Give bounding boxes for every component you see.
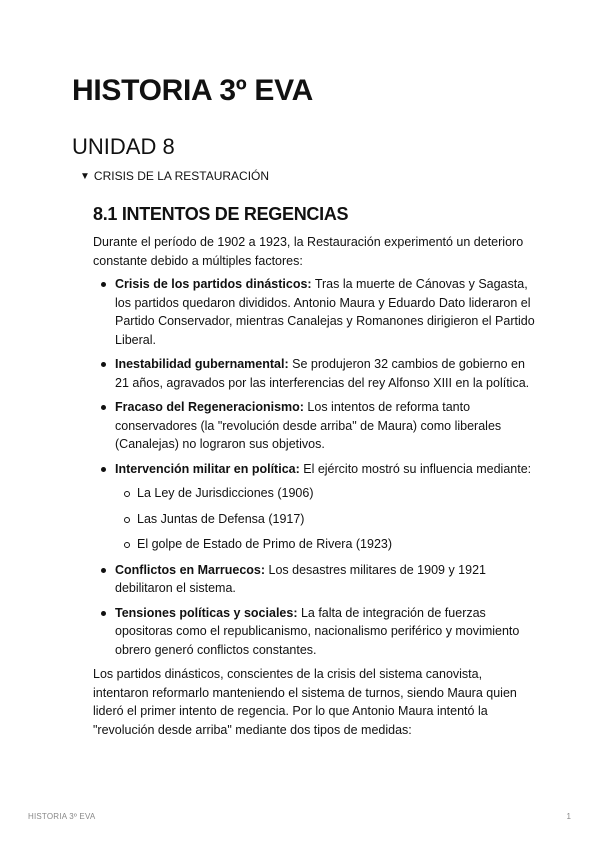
intro-paragraph: Durante el período de 1902 a 1923, la Restauración experimentó un deterioro constante debido a múltiples factores: xyxy=(93,235,524,268)
circle-bullet-icon xyxy=(124,491,130,497)
list-item xyxy=(93,460,538,554)
sub-item-text: La Ley de Jurisdicciones (1906) xyxy=(137,486,314,500)
section-title: 8.1 INTENTOS DE REGENCIAS xyxy=(93,204,349,224)
list-item xyxy=(93,561,538,598)
sub-item-text: Las Juntas de Defensa (1917) xyxy=(137,511,305,526)
sub-list xyxy=(115,484,538,554)
bullet-text: Los desastres militares de 1909 y 1921 debilitaron el sistema. xyxy=(115,562,486,595)
list-item xyxy=(93,604,538,660)
bullet-dot-icon xyxy=(101,405,106,410)
sub-list-item xyxy=(115,535,538,554)
bullet-dot-icon xyxy=(101,611,106,616)
sub-item-text: El golpe de Estado de Primo de Rivera (1923) xyxy=(137,537,393,551)
bullet-text: Los intentos de reforma tanto conservadores (la "revolución desde arriba" de Maura) como liberales (Canalejas) no lograron sus objetivos. xyxy=(115,400,502,451)
list-item xyxy=(93,355,538,392)
bullet-text: Se produjeron 32 cambios de gobierno en 21 años, agravados por las interferencias del rey Alfonso XIII en la política. xyxy=(115,357,530,390)
bullet-term: Fracaso del Regeneracionismo: xyxy=(115,400,304,414)
bullet-text: La falta de integración de fuerzas opositoras como el republicanismo, nacionalismo periférico y movimiento obrero generó conflictos constantes. xyxy=(115,605,520,657)
list-item xyxy=(93,398,538,454)
circle-bullet-icon xyxy=(124,542,130,548)
bullet-term: Inestabilidad gubernamental: xyxy=(115,357,289,371)
factor-list xyxy=(93,275,538,659)
footer-title: HISTORIA 3º EVA xyxy=(28,812,96,821)
circle-bullet-icon xyxy=(124,517,130,523)
page-title: HISTORIA 3º EVA xyxy=(72,74,313,107)
bullet-dot-icon xyxy=(101,467,106,472)
list-item xyxy=(93,275,538,349)
bullet-term: Tensiones políticas y sociales: xyxy=(115,605,298,620)
bullet-dot-icon xyxy=(101,362,106,367)
unit-title: UNIDAD 8 xyxy=(72,134,175,159)
bullet-text: El ejército mostró su influencia mediante: xyxy=(299,461,532,476)
sub-list-item xyxy=(115,510,538,529)
bullet-dot-icon xyxy=(101,568,106,573)
toggle-crisis-restauracion[interactable] xyxy=(80,169,269,183)
bullet-dot-icon xyxy=(101,282,106,287)
triangle-down-icon: ▼ xyxy=(80,170,90,182)
bullet-term: Crisis de los partidos dinásticos: xyxy=(115,277,312,291)
toggle-label: CRISIS DE LA RESTAURACIÓN xyxy=(93,169,270,183)
section-content xyxy=(93,204,538,739)
bullet-term: Intervención militar en política: xyxy=(115,461,300,476)
sub-list-item xyxy=(115,484,538,503)
bullet-text: Tras la muerte de Cánovas y Sagasta, los partidos quedaron divididos. Antonio Maura y Eduardo Dato lideraron el Partido Conservador, mientras Canalejas y Romanones dirigieron el Partido Liberal. xyxy=(115,277,535,347)
page-number: 1 xyxy=(566,812,571,821)
closing-paragraph: Los partidos dinásticos, conscientes de la crisis del sistema canovista, intentaron reformarlo manteniendo el sistema de turnos, siendo Maura quien lideró el primer intento de regencia. Por lo que Antonio Maura intentó la "revolución desde arriba" mediante dos tipos de medidas: xyxy=(93,667,517,737)
bullet-term: Conflictos en Marruecos: xyxy=(115,562,266,577)
